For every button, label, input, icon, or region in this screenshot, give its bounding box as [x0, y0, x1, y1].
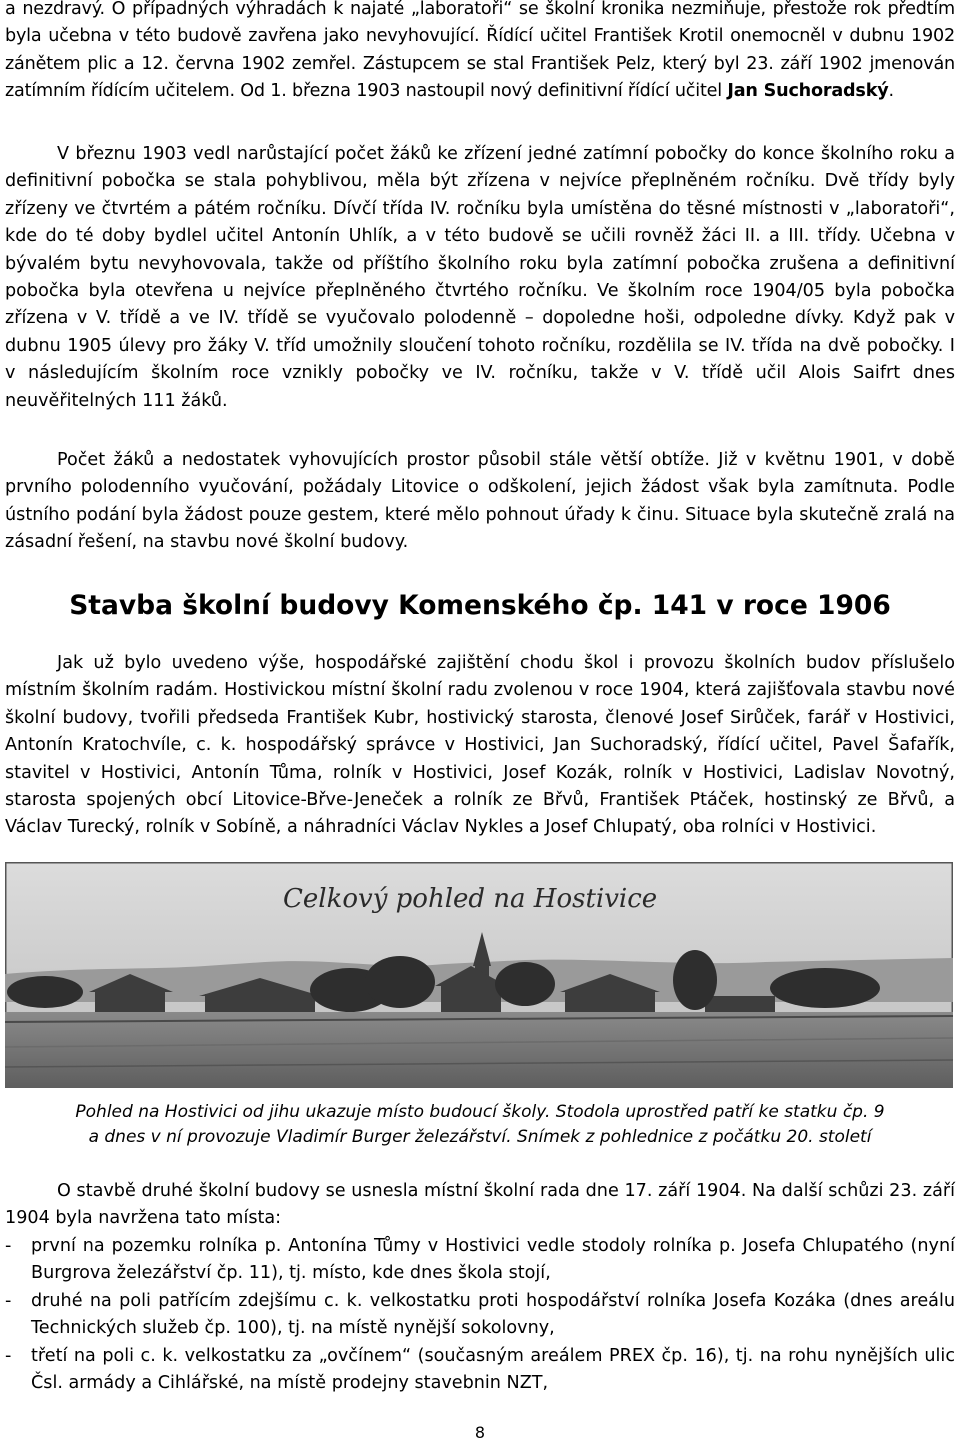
paragraph-5 [5, 1178, 955, 1233]
list-item-text: druhé na poli patřícím zdejšímu c. k. velkostatku proti hospodářství rolníka Josefa Kozáka (dnes areálu Technických služeb čp. 100), tj. na místě nynější sokolovny, [31, 1290, 955, 1339]
paragraph-2-text: V březnu 1903 vedl narůstající počet žáků ke zřízení jedné zatímní pobočky do konce školního roku a definitivní pobočka se stala pohyblivou, měla být zřízena v nejvíce přeplněném ročníku. Dvě třídy byly zřízeny ve čtvrtém a pátém ročníku. Dívčí třída IV. ročníku byla umístěna do těsné místnosti v „laboratoři“, kde do té doby bydlel učitel Antonín Uhlík, a v této budově se učili rovněž žáci II. a III. třídy. Učebna v bývalém bytu nevyhovovala, takže od příštího školního roku byla zatímní pobočka zrušena a definitivní pobočka byla otevřena u nejvíce přeplněného čtvrtého ročníku. Ve školním roce 1904/05 byla pobočka zřízena v V. třídě a ve IV. třídě se vyučovalo polodenně – dopoledne hoši, odpoledne dívky. Když pak v dubnu 1905 úlevy pro žáky V. tříd umožnily sloučení tohoto ročníku, rozdělila se IV. třída na dvě pobočky. I v následujícím školním roce vznikly pobočky ve IV. ročníku, takže v V. třídě učil Alois Saifrt dnes neuvěřitelných 111 žáků. [5, 144, 955, 411]
historic-photo [5, 862, 953, 1088]
photo-handwritten-label: Celkový pohled na Hostivice [283, 884, 658, 914]
caption-line-2: a dnes v ní provozuje Vladimír Burger železářství. Snímek z pohlednice z počátku 20. století [88, 1127, 872, 1147]
list-dash: - [5, 1290, 12, 1311]
list-dash: - [5, 1236, 12, 1256]
head-teacher-name: Jan Suchoradský [727, 81, 889, 102]
paragraph-5-text: O stavbě druhé školní budovy se usnesla místní školní rada dne 17. září 1904. Na další schůzi 23. září 1904 byla navržena tato místa: [5, 1181, 955, 1229]
photo-caption [0, 1100, 960, 1150]
list-item [5, 1343, 955, 1398]
list-item-text: první na pozemku rolníka p. Antonína Tůmy v Hostivici vedle stodoly rolníka p. Josefa Chlupatého (nyní Burgrova železářství čp. 11), tj. místo, kde dnes škola stojí, [31, 1236, 955, 1284]
list-dash: - [5, 1345, 12, 1366]
list-item [5, 1288, 955, 1343]
paragraph-2 [5, 141, 955, 415]
paragraph-4-text: Jak už bylo uvedeno výše, hospodářské zajištění chodu škol i provozu školních budov příslušelo místním školním radám. Hostivickou místní školní radu zvolenou v roce 1904, která zajišťovala stavbu nové školní budovy, tvořili předseda František Kubr, hostivický starosta, členové Josef Sirůček, farář v Hostivici, Antonín Kratochvíle, c. k. hospodářský správce v Hostivici, Jan Suchoradský, řídící učitel, Pavel Šafařík, stavitel v Hostivici, Antonín Tůma, rolník v Hostivici, Josef Kozák, rolník v Hostivici, Ladislav Novotný, starosta spojených obcí Litovice-Břve-Jeneček a rolník ze Břvů, František Ptáček, hostinský ze Břvů, a Václav Turecký, rolník v Sobíně, a náhradníci Václav Nykles a Josef Chlupatý, oba rolníci v Hostivici. [5, 653, 955, 838]
proposed-sites-list [5, 1233, 955, 1397]
section-heading: Stavba školní budovy Komenského čp. 141 v roce 1906 [69, 590, 891, 621]
page-number: 8 [474, 1423, 486, 1442]
paragraph-1 [5, 0, 955, 106]
panorama-illustration [5, 862, 953, 1088]
paragraph-3-text: Počet žáků a nedostatek vyhovujících prostor působil stále větší obtíže. Již v květnu 1901, v době prvního polodenního vyučování, požádaly Litovice o odškolení, jejich žádost však byla zamítnuta. Podle ústního podání byla žádost pouze gestem, které mělo pohnout úřady k činu. Situace byla skutečně zralá na zásadní řešení, na stavbu nové školní budovy. [5, 450, 955, 553]
paragraph-4 [5, 650, 955, 842]
list-item [5, 1233, 955, 1288]
caption-line-1: Pohled na Hostivici od jihu ukazuje místo budoucí školy. Stodola uprostřed patří ke statku čp. 9 [75, 1102, 885, 1122]
list-item-text: třetí na poli c. k. velkostatku za „ovčínem“ (současným areálem PREX čp. 16), tj. na rohu nynějších ulic Čsl. armády a Cihlářské, na místě prodejny stavebnin NZT, [31, 1345, 955, 1394]
paragraph-1-tail: . [888, 81, 894, 102]
paragraph-3 [5, 447, 955, 557]
paragraph-1-text: a nezdravý. O případných výhradách k najaté „laboratoři“ se školní kronika nezmiňuje, přestože rok předtím byla učebna v této budově zavřena jako nevyhovující. Řídící učitel František Krotil onemocněl v dubnu 1902 zánětem plic a 12. června 1902 zemřel. Zástupcem se stal František Pelz, který byl 23. září 1902 jmenován zatímním řídícím učitelem. Od 1. března 1903 nastoupil nový definitivní řídící učitel [5, 0, 955, 102]
